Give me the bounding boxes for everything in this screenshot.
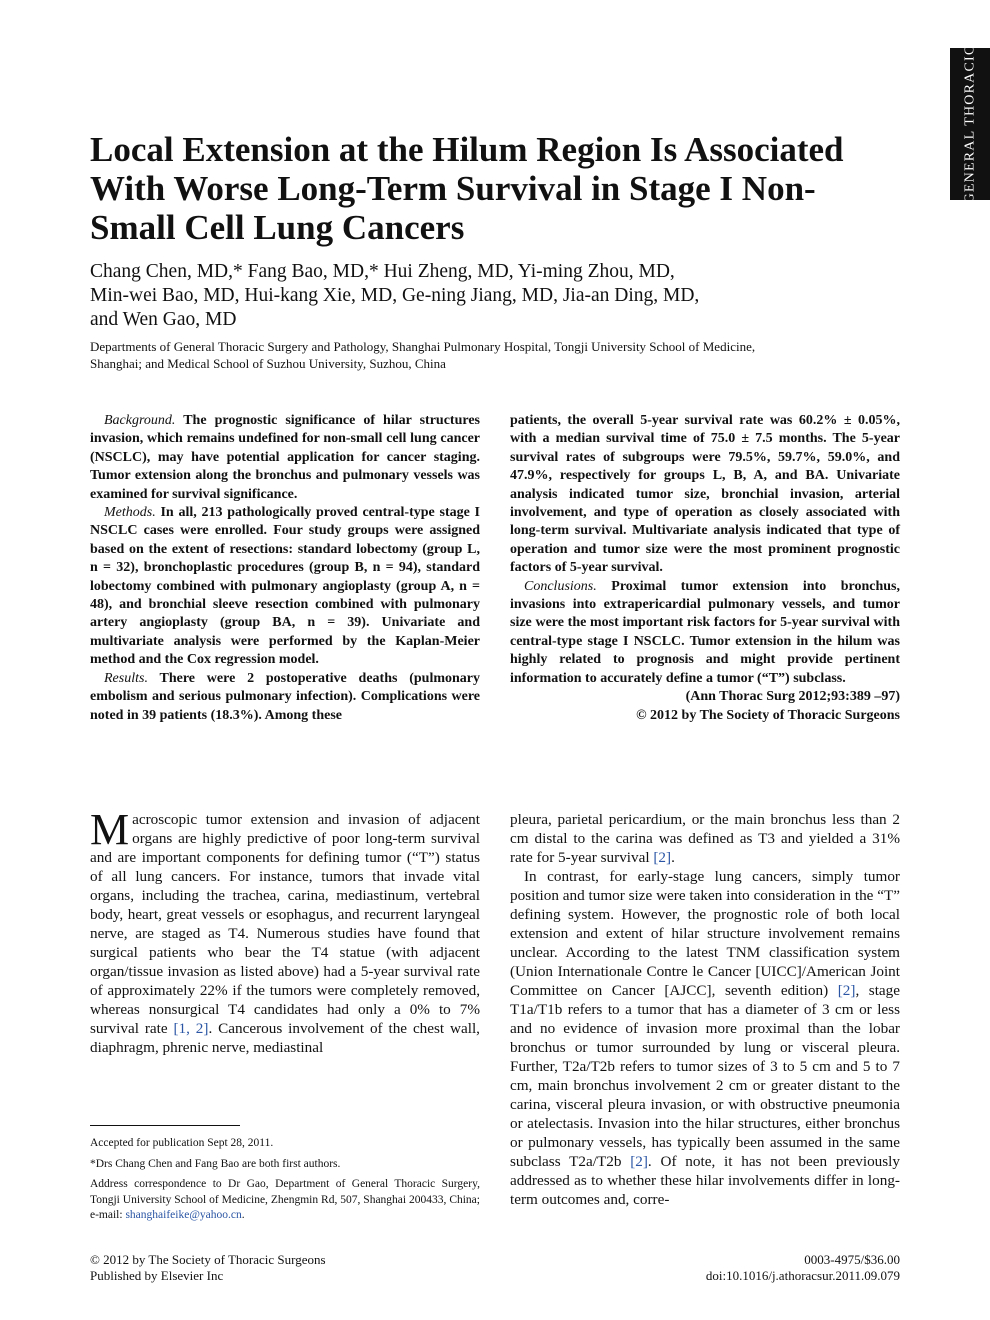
section-tab-label: GENERAL THORACIC (962, 44, 977, 204)
abstract-text: In all, 213 pathologically proved central-type stage I NSCLC cases were enrolled. Four study groups were assigned based on the extent of resections: standard lobectomy (group L, n = 32), bronchoplastic procedures (group B, n = 94), standard lobectomy combined with pulmonary angioplasty (group A, n = 48), and bronchial sleeve resection combined with pulmonary artery angioplasty (group BA, n = 39). Univariate and multivariate analysis were performed by the Kaplan-Meier method and the Cox regression model. (90, 505, 481, 668)
section-tab (950, 44, 990, 204)
title-line: Small Cell Lung Cancers (90, 208, 465, 247)
body-paragraph (90, 805, 480, 1057)
reference-link[interactable]: [2] (837, 982, 856, 999)
abstract-text: There were 2 postoperative deaths (pulmonary embolism and serious pulmonary infection). Complications were noted in 39 patients (18.3%). Among these (90, 670, 481, 723)
abstract-text: patients, the overall 5-year survival rate was 60.2% ± 0.05%, with a median survival time of 75.0 ± 7.5 months. The 5-year survival rates of subgroups were 79.5%, 59.7%, 59.0%, and 47.9%, respectively for groups L, B, A, and BA. Univariate analysis indicated tumor size, bronchial invasion, arterial involvement, and type of operation as closely associated with long-term survival. Multivariate analysis indicated that type of operation and tumor size were the most prominent prognostic factors of 5-year survival. (510, 413, 900, 576)
abstract-label: Methods. (104, 505, 156, 521)
affiliation-line: Departments of General Thoracic Surgery and Pathology, Shanghai Pulmonary Hospital, Tongji University School of Medicine, (90, 339, 756, 354)
footer-right (706, 1252, 900, 1283)
abstract-label: Results. (104, 670, 148, 686)
abstract-left-column (90, 412, 480, 725)
body-right-column (510, 810, 900, 1209)
body-text: acroscopic tumor extension and invasion of adjacent organs are highly predictive of poor long-term survival and are important components for defining tumor (“T”) status of all lung cancers. For instance, tumors that invade vital organs, including the trachea, carina, mediastinum, vertebral body, heart, great vessels or esophagus, and recurrent laryngeal nerve, are staged as T4. Numerous studies have found that surgical patients who bear the T4 statue (with adjacent organ/tissue invasion as listed above) had a 5-year survival rate of approximately 22% if the tumors were completely removed, whereas nonsurgical T4 candidates had only a 0% to 7% survival rate (90, 811, 480, 1037)
affiliations (90, 338, 910, 372)
footer-left (90, 1252, 326, 1283)
abstract-conclusions (510, 578, 900, 688)
abstract-background (90, 412, 480, 504)
body-paragraph (510, 867, 900, 1209)
body-text: . Of note, it has not been previously addressed as to whether these hilar involvements differ in long-term outcomes and, corre- (510, 1153, 900, 1208)
abstract-label: Conclusions. (524, 578, 597, 594)
footer-publisher: Published by Elsevier Inc (90, 1267, 224, 1283)
article-title (90, 130, 910, 247)
author-line: and Wen Gao, MD (90, 309, 237, 330)
author-line: Chang Chen, MD,* Fang Bao, MD,* Hui Zheng, MD, Yi-ming Zhou, MD, (90, 261, 675, 282)
body-text: In contrast, for early-stage lung cancers, simply tumor position and tumor size were taken into consideration in the “T” defining system. However, the prognostic role of both local extension and extent of hilar structure involvement remains unclear. According to the latest TNM classification system (Union Internationale Contre le Cancer [UICC]/American Joint Committee on Cancer [AJCC], seventh edition) (510, 868, 900, 999)
title-line: With Worse Long-Term Survival in Stage I Non- (90, 169, 816, 208)
abstract-right-column (510, 412, 900, 725)
reference-link[interactable]: [2] (653, 849, 672, 866)
footnote-address (90, 1177, 480, 1224)
abstract-text: The prognostic significance of hilar structures invasion, which remains undefined for non-small cell lung cancer (NSCLC), may have potential application for cancer staging. Tumor extension along the bronchus and pulmonary vessels was examined for survival significance. (90, 413, 480, 502)
drop-cap: M (90, 805, 130, 854)
address-text: Address correspondence to Dr Gao, Department of General Thoracic Surgery, Tongji University School of Medicine, Zhengmin Rd, 507, Shanghai 200433, China; e-mail: (90, 1178, 480, 1221)
abstract-copyright: © 2012 by The Society of Thoracic Surgeons (636, 707, 900, 723)
reference-link[interactable]: [2] (630, 1153, 648, 1170)
abstract-results-cont (510, 412, 900, 578)
author-list (90, 260, 910, 332)
body-paragraph: pleura, parietal pericardium, or the main bronchus less than 2 cm distal to the carina was defined as T3 and yielded a 31% rate for 5-year survival [2]. (510, 811, 900, 866)
footer-issn: 0003-4975/$36.00 (804, 1252, 900, 1267)
footnote-divider (90, 1125, 240, 1126)
journal-citation: (Ann Thorac Surg 2012;93:389 –97) (685, 689, 900, 705)
body-left-column (90, 805, 480, 1057)
reference-link[interactable]: [1, 2] (173, 1020, 209, 1037)
footer-copyright: © 2012 by The Society of Thoracic Surgeons (90, 1252, 326, 1267)
abstract-results (90, 670, 480, 725)
email-link[interactable]: shanghaifeike@yahoo.cn (125, 1209, 242, 1221)
body-text: . Cancerous involvement of the chest wall, diaphragm, phrenic nerve, mediastinal (90, 1020, 480, 1056)
footer-doi: doi:10.1016/j.athoracsur.2011.09.079 (705, 1267, 900, 1283)
body-text: pleura, parietal pericardium, or the main bronchus less than 2 cm distal to the carina was defined as T3 and yielded a 31% rate for 5-year survival (510, 811, 900, 866)
author-line: Min-wei Bao, MD, Hui-kang Xie, MD, Ge-ning Jiang, MD, Jia-an Ding, MD, (90, 285, 700, 306)
abstract-text: Proximal tumor extension into bronchus, invasions into extrapericardial pulmonary vessels, and tumor size were the most important risk factors for 5-year survival with central-type stage I NSCLC. Tumor extension in the hilum was highly related to prognosis and might provide pertinent information to accurately define a tumor (“T”) subclass. (510, 578, 900, 686)
footnote-first-authors: *Drs Chang Chen and Fang Bao are both first authors. (90, 1157, 341, 1170)
title-line: Local Extension at the Hilum Region Is Associated (90, 130, 844, 169)
footnote-accepted: Accepted for publication Sept 28, 2011. (90, 1137, 274, 1149)
address-end: . (241, 1209, 245, 1221)
affiliation-line: Shanghai; and Medical School of Suzhou University, Suzhou, China (90, 356, 446, 371)
abstract-methods (90, 504, 480, 670)
abstract-label: Background. (104, 413, 176, 428)
body-text: , stage T1a/T1b refers to a tumor that has a diameter of 3 cm or less and no evidence of invasion more proximal than the lobar bronchus or tumor surrounded by lung or visceral pleura. Further, T2a/T2b refers to tumor sizes of 3 to 5 cm and 5 to 7 cm, main bronchus involvement 2 cm or greater distant to the carina, visceral pleura invasion, or with obstructive pneumonia or atelectasis. Invasion into the hilar structures, either bronchus or pulmonary vessels, has typically been assumed in the same subclass T2a/T2b (510, 982, 900, 1170)
footnotes (90, 1136, 480, 1229)
